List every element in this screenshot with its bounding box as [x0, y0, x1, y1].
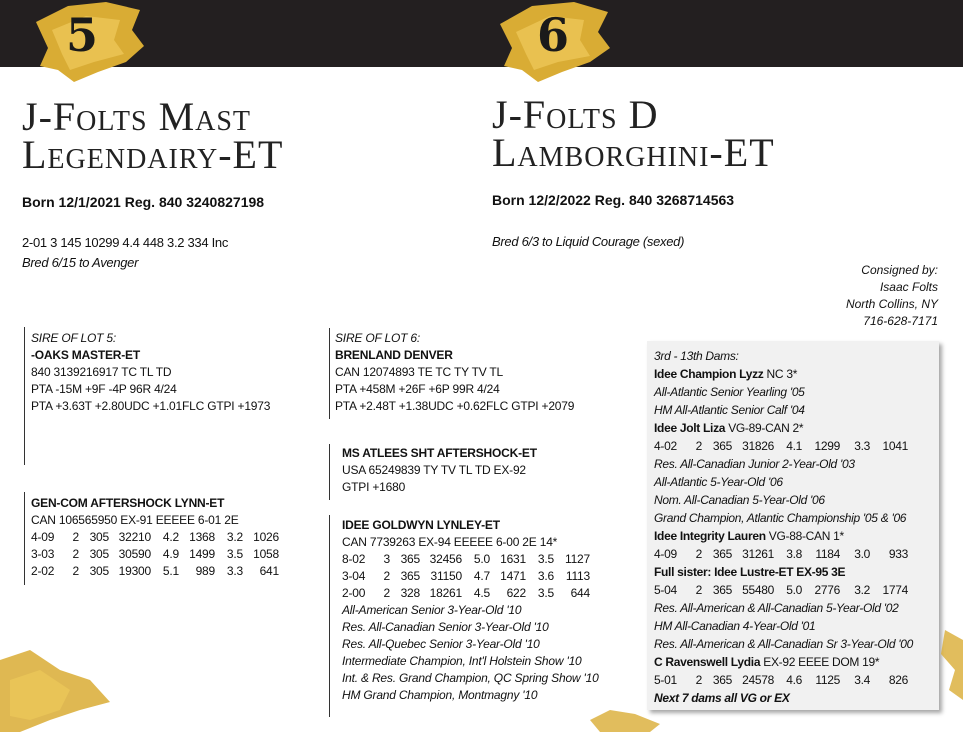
sire6-block: SIRE OF LOT 6: BRENLAND DENVER CAN 12074893 TE TC TY TV TL PTA +458M +26F +6P 99R 4/24 PTA +2.48T +1.38UDC +0.62FLC GTPI +2079 [335, 331, 575, 413]
dam6-honor: All-American Senior 3-Year-Old '10 [342, 603, 522, 617]
dam5-record-1: 4-09 2 305 32210 4.2 1368 3.2 1026 [31, 530, 279, 544]
dam5-record-2: 3-03 2 305 30590 4.9 1499 3.5 1058 [31, 547, 279, 561]
rule-sire6 [329, 328, 330, 419]
dam6-record-2: 3-04 2 365 31150 4.7 1471 3.6 1113 [342, 569, 590, 583]
d4-record: 5-01 2 365 24578 4.6 1125 3.4 826 [654, 673, 908, 687]
gold-decoration-right [935, 630, 963, 700]
fs-record: 5-04 2 365 55480 5.0 2776 3.2 1774 [654, 583, 908, 597]
dam6-record-1: 8-02 3 365 32456 5.0 1631 3.5 1127 [342, 552, 590, 566]
lot5-record: 2-01 3 145 10299 4.4 448 3.2 334 Inc [22, 235, 229, 250]
lot6-title: J-Folts D Lamborghini-ET [492, 92, 775, 175]
dam5-record-3: 2-02 2 305 19300 5.1 989 3.3 641 [31, 564, 279, 578]
d3-record: 4-09 2 365 31261 3.8 1184 3.0 933 [654, 547, 908, 561]
rule-mgs6 [329, 444, 330, 500]
consigned-by: Consigned by: Isaac Folts North Collins, NY 716-628-7171 [845, 263, 938, 328]
mgs6-block: MS ATLEES SHT AFTERSHOCK-ET USA 65249839 TY TV TL TD EX-92 GTPI +1680 [342, 446, 537, 494]
lot5-title: J-Folts Mast Legendairy-ET [22, 94, 284, 177]
dam6-honor: HM Grand Champion, Montmagny '10 [342, 688, 538, 702]
dams-list: 3rd - 13th Dams: Idee Champion Lyzz NC 3* All-Atlantic Senior Yearling '05 HM All-Atlantic Senior Calf '04 Idee Jolt Liza VG-89-CAN 2* 4-02 2 365 31826 4.1 1299 3.3 1041 Res. All-Canadian Junior 2-Year-Old '03 All-Atlantic 5-Year-Old '06 Nom. All-Canadian 5-Year-Old '06 Grand Champion, Atlantic Championship '05 & '06 Idee Integrity Lauren VG-88-CAN 1* 4-09 2 365 31261 3.8 1184 3.0 933 Full sister: Idee Lustre-ET EX-95 3E 5-04 2 365 55480 5.0 2776 3.2 1774 Res. All-American & All-Canadian 5-Year-Old '02 HM All-Canadian 4-Year-Old '01 Res. All-American & All-Canadian Sr 3-Year-Old '00 C Ravenswell Lydia EX-92 EEEE DOM 19* 5-01 2 365 24578 4.6 1125 3.4 826 Next 7 dams all VG or EX [654, 349, 913, 705]
dam6-honor: Int. & Res. Grand Champion, QC Spring Show '10 [342, 671, 599, 685]
rule-dam5 [24, 492, 25, 585]
sire5-block: SIRE OF LOT 5: -OAKS MASTER-ET 840 3139216917 TC TL TD PTA -15M +9F -4P 96R 4/24 PTA +3.63T +2.80UDC +1.01FLC GTPI +1973 [31, 331, 271, 413]
lot6-bred: Bred 6/3 to Liquid Courage (sexed) [492, 234, 685, 249]
dam6-honor: Intermediate Champion, Int'l Holstein Show '10 [342, 654, 582, 668]
dam6-block: IDEE GOLDWYN LYNLEY-ET CAN 7739263 EX-94 EEEEE 6-00 2E 14* 8-02 3 365 32456 5.0 1631 3.5 1127 3-04 2 365 31150 4.7 1471 3.6 1113 2-00 2 328 18261 4.5 622 3.5 644 All-American Senior 3-Year-Old '10 Res. All-Canadian Senior 3-Year-Old '10 Res. All-Quebec Senior 3-Year-Old '10 Intermediate Champion, Int'l Holstein Show '10 Int. & Res. Grand Champion, QC Spring Show '10 HM Grand Champion, Montmagny '10 [342, 518, 599, 702]
d2-record: 4-02 2 365 31826 4.1 1299 3.3 1041 [654, 439, 908, 453]
dam6-record-3: 2-00 2 328 18261 4.5 622 3.5 644 [342, 586, 590, 600]
lot-number-5: 5 [66, 8, 99, 62]
dam5-block: GEN-COM AFTERSHOCK LYNN-ET CAN 106565950 EX-91 EEEEE 6-01 2E 4-09 2 305 32210 4.2 1368 3.2 1026 3-03 2 305 30590 4.9 1499 3.5 1058 2-02 2 305 19300 5.1 989 3.3 641 [31, 496, 279, 578]
gold-decoration-bottom-mid [590, 700, 660, 732]
lot6-born: Born 12/2/2022 Reg. 840 3268714563 [492, 192, 735, 208]
dam6-honor: Res. All-Canadian Senior 3-Year-Old '10 [342, 620, 549, 634]
lot5-born: Born 12/1/2021 Reg. 840 3240827198 [22, 194, 265, 210]
lot5-bred: Bred 6/15 to Avenger [22, 255, 139, 270]
dam6-honor: Res. All-Quebec Senior 3-Year-Old '10 [342, 637, 540, 651]
rule-dam6 [329, 515, 330, 717]
lot-number-6: 6 [537, 8, 570, 62]
gold-decoration-bottom [0, 640, 120, 732]
rule-sire5 [24, 327, 25, 465]
